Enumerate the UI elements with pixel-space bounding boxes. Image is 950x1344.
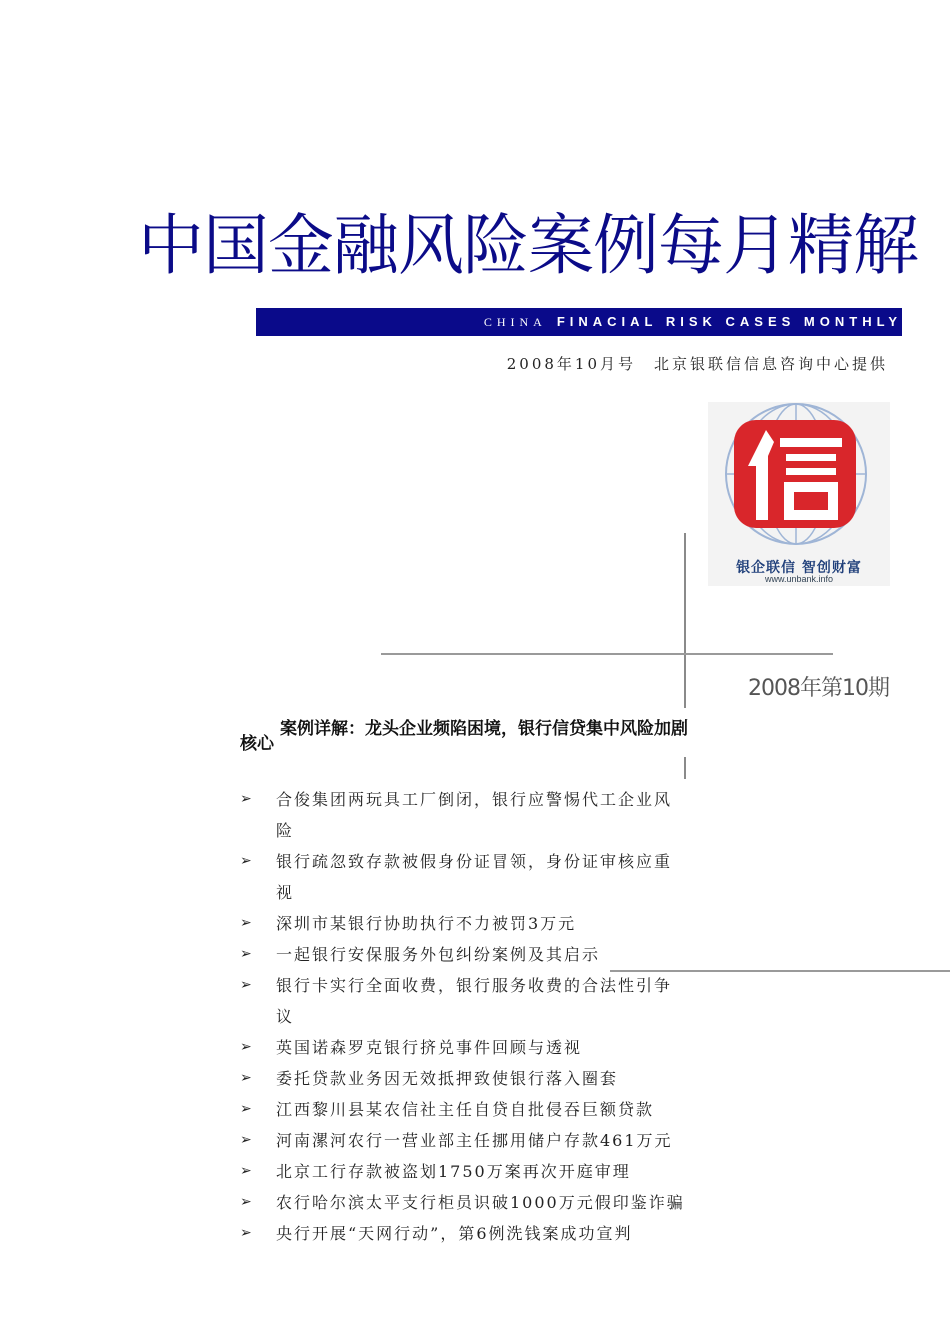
list-item: ➢ 一起银行安保服务外包纠纷案例及其启示 [240,939,685,970]
arrow-bullet-icon: ➢ [240,977,254,993]
band-subtitle-text: FINACIAL RISK CASES MONTHLY [556,314,902,329]
issue-stamp: 2008年第10期 [748,676,889,701]
issue-info: 2008年10月号 北京银联信信息咨询中心提供 [506,355,888,373]
section-heading: 案例详解：龙头企业频陷困境，银行信贷集中风险加剧 [280,719,688,739]
logo-url: www.unbank.info [764,574,834,584]
list-item: ➢ 英国诺森罗克银行挤兑事件回顾与透视 [240,1032,685,1063]
arrow-bullet-icon: ➢ [240,1194,254,1210]
unbank-logo [708,402,890,586]
crosshair-vertical-tick [684,757,686,779]
list-item: ➢ 银行疏忽致存款被假身份证冒领，身份证审核应重视 [240,846,685,908]
list-item: ➢ 北京工行存款被盗划1750万案再次开庭审理 [240,1156,685,1187]
arrow-bullet-icon: ➢ [240,1070,254,1086]
logo-slogan: 银企联信 智创财富 [736,560,862,576]
list-item: ➢ 农行哈尔滨太平支行柜员识破1000万元假印鉴诈骗 [240,1187,685,1218]
list-item: ➢ 银行卡实行全面收费，银行服务收费的合法性引争议 [240,970,685,1032]
list-item: ➢ 江西黎川县某农信社主任自贷自批侵吞巨额贷款 [240,1094,685,1125]
arrow-bullet-icon: ➢ [240,1163,254,1179]
arrow-bullet-icon: ➢ [240,1225,254,1241]
arrow-bullet-icon: ➢ [240,1132,254,1148]
case-list [240,784,685,1249]
arrow-bullet-icon: ➢ [240,853,254,869]
arrow-bullet-icon: ➢ [240,915,254,931]
list-item: ➢ 深圳市某银行协助执行不力被罚3万元 [240,908,685,939]
publication-title: 中国金融风险案例每月精解 [138,207,918,284]
list-item: ➢ 央行开展“天网行动”，第6例洗钱案成功宣判 [240,1218,685,1249]
arrow-bullet-icon: ➢ [240,946,254,962]
crosshair-horizontal-line [381,653,833,655]
arrow-bullet-icon: ➢ [240,1101,254,1117]
arrow-bullet-icon: ➢ [240,791,254,807]
core-label: 核心 [240,734,274,754]
crosshair-vertical-line [684,533,686,708]
list-item: ➢ 河南漯河农行一营业部主任挪用储户存款461万元 [240,1125,685,1156]
list-item: ➢ 合俊集团两玩具工厂倒闭，银行应警惕代工企业风险 [240,784,685,846]
globe-logo-icon [708,402,890,562]
band-china-text: CHINA [483,315,547,329]
title-band [256,308,902,336]
list-item: ➢ 委托贷款业务因无效抵押致使银行落入圈套 [240,1063,685,1094]
arrow-bullet-icon: ➢ [240,1039,254,1055]
